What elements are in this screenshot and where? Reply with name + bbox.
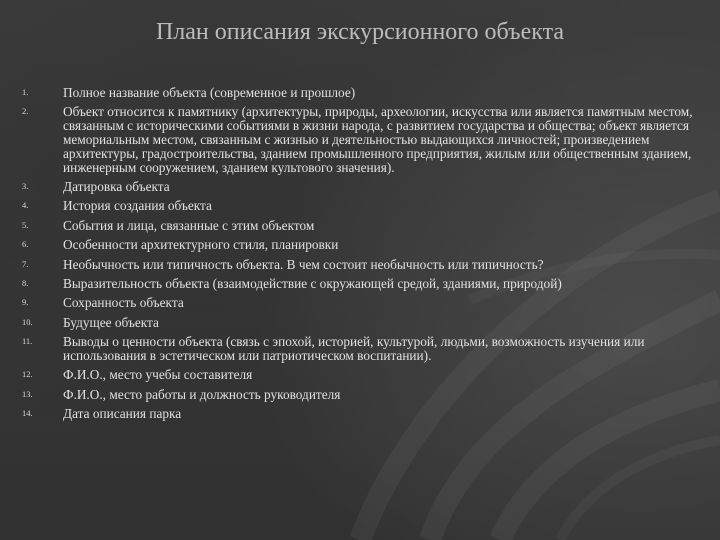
list-item-number: 14.	[22, 408, 33, 419]
list-item-text: Датировка объекта	[63, 178, 170, 194]
list-item-number: 10.	[22, 316, 33, 327]
list-item	[22, 199, 702, 213]
list-item-text: История создания объекта	[63, 198, 212, 214]
list-item	[22, 86, 702, 100]
list-item	[22, 258, 702, 272]
list-item-number: 12.	[22, 369, 33, 380]
list-item-text: Будущее объекта	[63, 314, 159, 330]
list-item-number: 2.	[22, 106, 29, 117]
slide-title: План описания экскурсионного объекта	[155, 19, 565, 45]
list-item-number: 8.	[22, 277, 29, 288]
list-item-number: 7.	[22, 258, 29, 269]
list-item	[22, 335, 702, 363]
list-item-text: Выводы о ценности объекта (связь с эпохой, историей, культурой, людьми, возможность изучения или использования в эстетическом или патриотическом воспитании).	[63, 334, 645, 363]
list-item-number: 1.	[22, 87, 29, 97]
list-item-number: 11.	[22, 336, 33, 347]
list-item	[22, 407, 702, 421]
list-item-number: 3.	[22, 180, 29, 191]
list-item-text: Ф.И.О., место работы и должность руководителя	[63, 386, 341, 402]
list-item	[22, 316, 702, 330]
plan-list	[22, 86, 702, 426]
list-item-text: Ф.И.О., место учебы составителя	[63, 367, 253, 383]
list-item	[22, 180, 702, 194]
list-item	[22, 219, 702, 233]
list-item-text: Необычность или типичность объекта. В чем состоит необычность или типичность?	[63, 256, 544, 272]
list-item	[22, 105, 702, 174]
list-item-text: События и лица, связанные с этим объектом	[63, 217, 315, 233]
list-item-text: Особенности архитектурного стиля, планировки	[63, 237, 339, 253]
list-item-text: Сохранность объекта	[63, 295, 184, 311]
list-item	[22, 277, 702, 291]
list-item-number: 5.	[22, 219, 29, 230]
list-item-text: Выразительность объекта (взаимодействие с окружающей средой, зданиями, природой)	[63, 275, 562, 291]
list-item	[22, 238, 702, 252]
list-item-number: 6.	[22, 239, 29, 250]
list-item-text: Объект относится к памятнику (архитектуры, природы, археологии, искусства или является памятным местом, связанным с историческими событиями в жизни народа, с развитием государства и общества; объект является мемориальным местом, связанным с жизнью и деятельностью выдающихся личностей; произведением архитектуры, градостроительства, зданием промышленного предприятия, жилым или общественным зданием, инженерным сооружением, зданием культового значения).	[63, 104, 693, 175]
list-item	[22, 388, 702, 402]
list-item-text: Дата описания парка	[63, 406, 182, 422]
list-item-number: 9.	[22, 297, 29, 308]
list-item	[22, 296, 702, 310]
list-item-number: 4.	[22, 200, 29, 211]
list-item-number: 13.	[22, 388, 33, 399]
list-item-text: Полное название объекта (современное и прошлое)	[63, 85, 356, 100]
list-item	[22, 368, 702, 382]
